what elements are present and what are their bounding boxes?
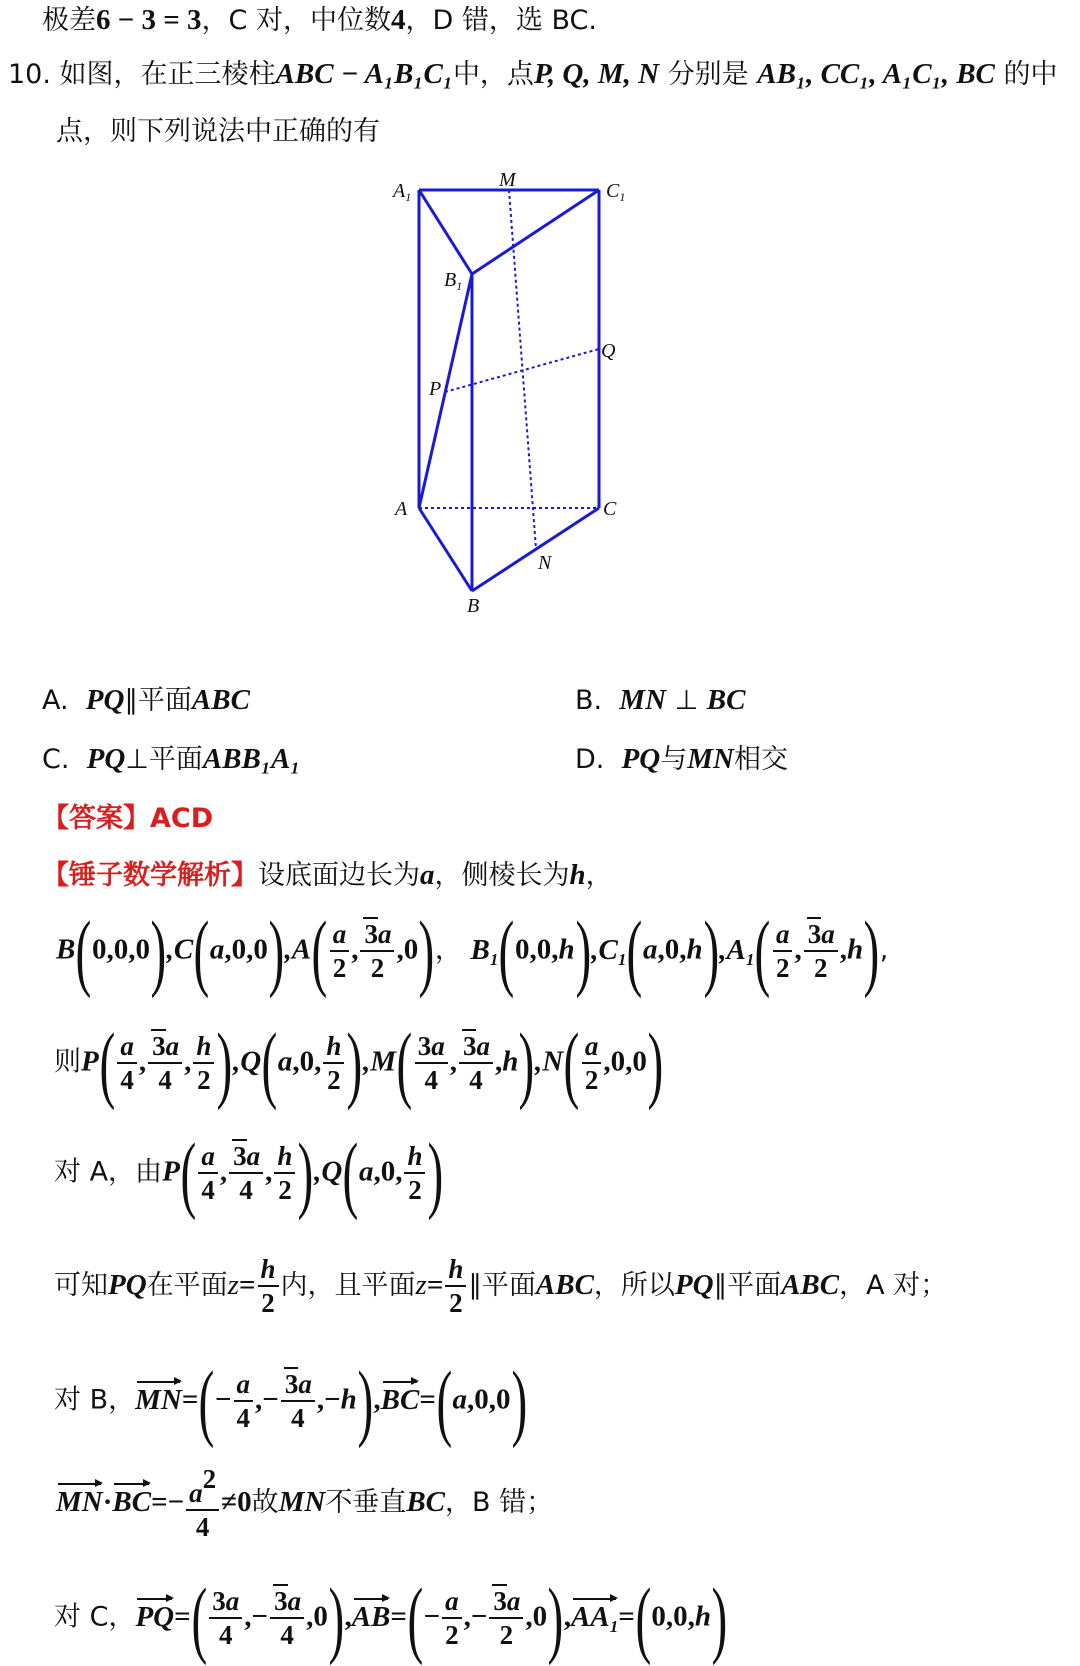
question-number: 10. [8, 59, 51, 90]
plane-a6: ，A 对； [839, 1269, 948, 1301]
label-c: C [603, 498, 617, 520]
option-d-letter: D. [575, 744, 605, 775]
analysis-intro [42, 861, 613, 890]
then-word: 则 [54, 1046, 81, 1078]
option-d-intersect: 相交 [733, 744, 788, 775]
option-c-plane: 平面 [148, 744, 203, 775]
point-names: P, Q, M, N [533, 58, 660, 90]
option-a-pq: PQ [85, 684, 125, 716]
plane-a2: 在平面 [146, 1269, 228, 1301]
question-tail: 的中 [1003, 59, 1058, 90]
label-n: N [538, 552, 552, 574]
question-line-2 [56, 118, 380, 145]
top-line [42, 6, 597, 35]
analysis-intro2: ，侧棱长为 [434, 860, 570, 891]
plane-a4: 平面 [481, 1269, 536, 1301]
option-a-letter: A. [42, 685, 69, 716]
question-intro: 如图，在正三棱柱 [59, 59, 276, 90]
question-line2-text: 点，则下列说法中正确的有 [56, 116, 380, 147]
prism-figure [393, 169, 655, 617]
plane-a3: 内，且平面 [280, 1269, 416, 1301]
option-b-rel: ⊥ [674, 685, 699, 716]
option-a-rel: ∥ [124, 685, 138, 716]
question-mid2: 分别是 [667, 59, 749, 90]
edge-ab [419, 508, 472, 591]
label-m: M [499, 169, 516, 191]
for-c-text: 对 C， [54, 1601, 136, 1633]
option-c-pq: PQ [86, 743, 126, 775]
var-a: a [420, 859, 435, 891]
not-perp-2: 不垂直 [325, 1486, 407, 1518]
question-mid: 中，点 [452, 59, 534, 90]
midpoints-line: 则P( $\frac{a}{4}$ , $\frac{3a}{4}$ , $\frac{h}{2}$ ),Q(a,0, $\frac{h}{2}$ ),M( $\frac{3a}{4}$ , $\frac{3a}{4}$ ,h),N( $\frac{a}{2}$ ,0,0) [54, 1015, 664, 1111]
option-c-letter: C. [42, 744, 70, 775]
answer-tag: 【答案】 [42, 803, 150, 834]
option-b-bc: BC [706, 684, 746, 716]
edge-b1c1 [472, 190, 599, 274]
label-c1: $C_1$ [606, 180, 626, 204]
dot-product-line: MN·BC=− $\frac{a2}{4}$ ≠0故MN不垂直BC，B 错； [56, 1464, 554, 1543]
d-wrong-text: ，D 错，选 BC. [405, 5, 597, 36]
var-h: h [569, 859, 586, 891]
median-value: 4 [391, 4, 406, 36]
answer-value: ACD [150, 803, 214, 834]
solid-edges [419, 190, 599, 591]
option-a-plane: 平面 [137, 685, 192, 716]
for-b-text: 对 B， [54, 1384, 136, 1416]
option-a [42, 686, 250, 715]
c-correct-text: ，C 对，中位数 [201, 5, 391, 36]
for-c-line: 对 C，PQ=( $\frac{3a}{4}$ ,− $\frac{3a}{4}$ ,0),AB=(− $\frac{a}{2}$ ,− $\frac{3a}{2}$ $,0),AA_1=(0,0,h)$ [54, 1570, 728, 1666]
edge-bc [472, 508, 599, 591]
option-c-rel: ⊥ [125, 744, 149, 775]
edge-a1b1 [419, 190, 472, 274]
label-p: P [429, 378, 442, 400]
not-perp-3: ，B 错； [445, 1486, 554, 1518]
analysis-intro1: 设底面边长为 [258, 860, 420, 891]
option-b [575, 686, 745, 715]
not-perp-1: 故 [251, 1486, 279, 1518]
option-b-mn: MN [619, 684, 667, 716]
segment-names: AB₁, CC₁, A₁C₁, BC [757, 58, 995, 90]
option-d-mn: MN [687, 743, 734, 775]
for-a-line: 对 A，由P( $\frac{a}{4}$ , $\frac{3a}{4}$ , $\frac{h}{2}$ ),Q(a,0, $\frac{h}{2}$ ) [54, 1125, 444, 1221]
range-label: 极差 [42, 5, 96, 36]
for-a-text: 对 A，由 [54, 1156, 163, 1188]
analysis-intro3: ， [585, 860, 613, 891]
option-a-abc: ABC [191, 684, 250, 716]
label-b1: $B_1$ [444, 269, 463, 293]
plane-line: 可知PQ在平面z= $\frac{h}{2}$ 内，且平面z= $\frac{h}{2}$ ∥平面ABC，所以PQ∥平面ABC，A 对； [54, 1254, 948, 1319]
option-c [42, 745, 300, 774]
option-b-letter: B. [575, 685, 603, 716]
label-b: B [467, 595, 480, 617]
label-a: A [395, 498, 408, 520]
segment-pq [445, 349, 599, 392]
coords-line: B(0,0,0),C(a,0,0),A( $\frac{a}{2}$ , $\frac{3a}{2}$ ,0)， $B_1(0,0,h),C_1(a,0,h),A_1$( $\frac{a}{2}$ , $\frac{3a}{2}$ ,h), [56, 903, 889, 999]
dashed-edges [419, 190, 599, 549]
prism-name: ABC − A₁B₁C₁ [275, 58, 453, 90]
option-d-with: 与 [660, 744, 688, 775]
for-b-line: 对 B，MN=(− $\frac{a}{4}$ ,− $\frac{3a}{4}$ ,−h),BC=(a,0,0) [54, 1353, 527, 1449]
option-c-abb1a1: ABB₁A₁ [202, 743, 301, 775]
plane-a5: ，所以 [593, 1269, 675, 1301]
plane-a1: 可知 [54, 1269, 108, 1301]
label-a1: $A_1$ [393, 180, 412, 204]
answer-line [42, 805, 213, 832]
option-d-pq: PQ [621, 743, 661, 775]
question-line-1 [8, 60, 1057, 89]
analysis-tag: 【锤子数学解析】 [42, 860, 258, 891]
option-d [575, 745, 788, 774]
range-expr: 6 − 3 = 3 [96, 4, 202, 36]
label-q: Q [601, 340, 616, 362]
